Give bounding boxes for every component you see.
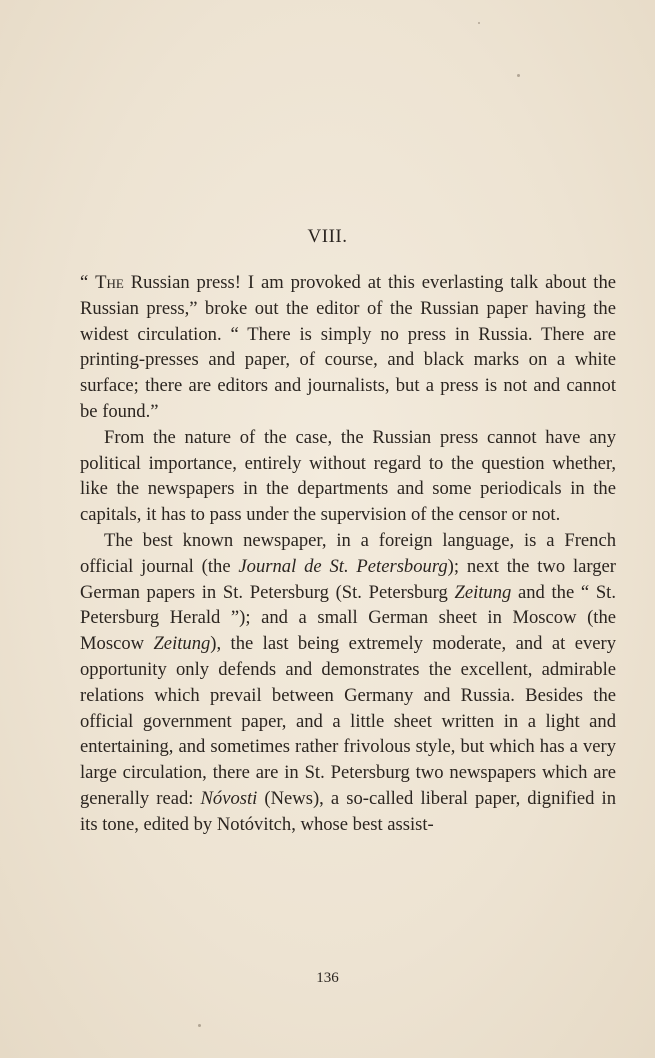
paper-speck: [198, 1024, 201, 1027]
paragraph-1: [80, 270, 616, 425]
paper-speck: [478, 22, 480, 24]
paragraph-3-text-d: ), the last being extremely moderate, and at every opportunity only defends and demonstrates the excellent, admirable relations which prevail between Germany and Russia. Besides the official government paper, and a little sheet written in a light and entertaining, and sometimes rather frivolous style, but which has a very large circulation, there are in St. Petersburg two newspapers which are generally read:: [80, 633, 616, 809]
paragraph-3-text-e: (News), a so-called liberal paper, dignified in its tone, edited by Notóvitch, whose best assist-: [80, 787, 616, 835]
paragraph-3-text-b: ); next the two larger German papers in St. Petersburg (St. Petersburg: [80, 555, 616, 603]
body-text: [80, 270, 616, 838]
italic-novosti: Nóvosti: [200, 787, 258, 809]
smallcaps-opening-word: The: [95, 272, 124, 293]
italic-zeitung-1: Zeitung: [454, 581, 512, 603]
paragraph-3-text-a: The best known newspaper, in a foreign language, is a French official journal (the: [80, 529, 616, 577]
opening-quote: “: [80, 272, 96, 293]
chapter-heading: VIII.: [307, 226, 348, 247]
italic-zeitung-2: Zeitung: [153, 633, 211, 655]
italic-journal-title: Journal de St. Petersbourg: [238, 555, 448, 577]
paragraph-2: From the nature of the case, the Russian press cannot have any political importance, entirely without regard to the question whether, like the newspapers in the departments and some periodicals in the capitals, it has to pass under the supervision of the censor or not.: [80, 426, 616, 526]
paragraph-1-text: Russian press! I am provoked at this everlasting talk about the Russian press,” broke out the editor of the Russian paper having the widest circulation. “ There is simply no press in Russia. There are printing-presses and paper, of course, and black marks on a white surface; there are editors and journalists, but a press is not and cannot be found.”: [80, 272, 617, 422]
paragraph-3: [80, 528, 616, 838]
paper-speck: [517, 74, 520, 77]
page-number: 136: [316, 970, 339, 986]
paragraph-3-text-c: and the “ St. Petersburg Herald ”); and a small German sheet in Moscow (the Moscow: [80, 581, 616, 655]
